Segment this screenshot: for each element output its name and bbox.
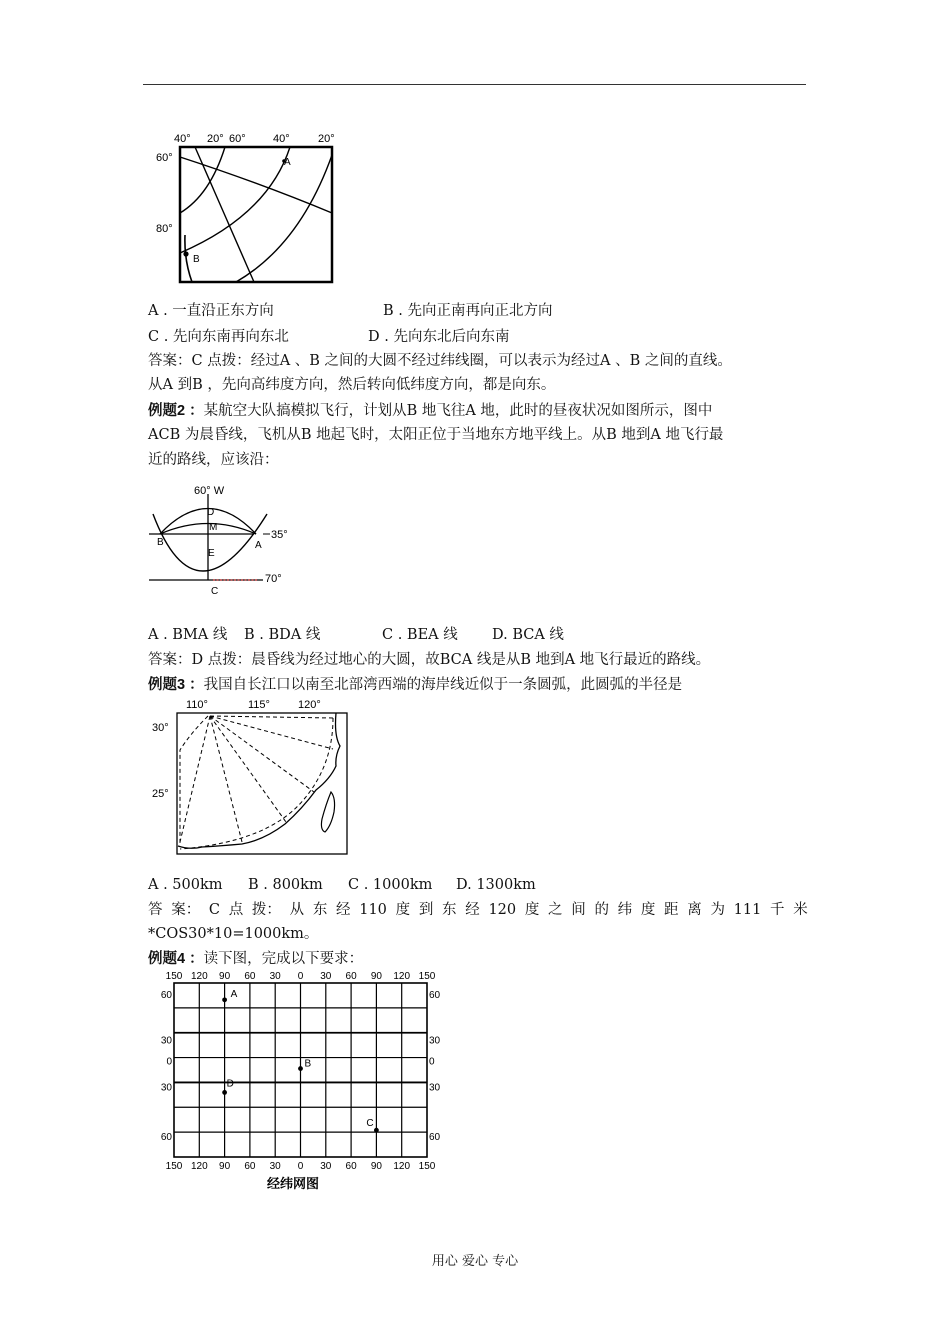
- lon-label-bottom: 120: [393, 1161, 411, 1172]
- lat-label-left: 30: [160, 1082, 172, 1094]
- q3-label: 例题3 ：: [148, 677, 204, 693]
- fig2-point-label: C: [211, 586, 219, 597]
- q2-label: 例题2 ：: [148, 403, 204, 419]
- fig2-point-label: E: [208, 548, 215, 559]
- answer-token: 离: [687, 902, 702, 918]
- q2-option-a: A . BMA 线: [148, 627, 228, 643]
- answer-token: 为: [710, 902, 725, 918]
- lat-label-right: 60: [429, 1132, 441, 1144]
- grid-point-label: A: [230, 988, 238, 1000]
- q3-text: 我国自长江口以南至北部湾西端的海岸线近似于一条圆弧，此圆弧的半径是: [203, 677, 683, 693]
- fig2-point-label: B: [157, 537, 164, 548]
- q2-text-line2: ACB 为晨昏线，飞机从B 地起飞时，太阳正位于当地东方地平线上。从B 地到A 地飞行最: [148, 427, 724, 443]
- lon-label-top: 120: [190, 972, 208, 982]
- q2-text-line1: [148, 402, 712, 420]
- q2-option-b: B . BDA 线: [244, 627, 321, 643]
- fig2-right-label: 70°: [265, 573, 282, 585]
- q3-option-d: D. 1300km: [456, 877, 536, 893]
- lat-label-right: 0: [429, 1056, 435, 1068]
- lat-label-right: 30: [429, 1082, 441, 1094]
- q3-option-b: B . 800km: [248, 877, 323, 893]
- lon-label-top: 60: [244, 972, 256, 982]
- fig3-top-label: 120°: [298, 699, 321, 711]
- lon-label-bottom: 90: [219, 1161, 231, 1172]
- answer-token: 度: [395, 902, 411, 918]
- lon-label-top: 30: [269, 972, 281, 982]
- q1-options-row2: [148, 328, 509, 346]
- answer-token: 点: [228, 902, 244, 918]
- answer-token: 度: [640, 902, 656, 918]
- answer-token: C: [208, 902, 221, 918]
- fig3-left-label: 30°: [152, 722, 169, 734]
- q4-text-line: [148, 950, 363, 968]
- answer-token: 间: [571, 902, 586, 918]
- fig2-point-label: D: [207, 507, 215, 518]
- fig2-point-label: M: [209, 522, 218, 533]
- figure-3-coastline-map: [150, 694, 350, 859]
- lat-label-left: 30: [160, 1035, 172, 1047]
- fig1-top-label: 40°: [273, 133, 290, 145]
- answer-token: 到: [418, 902, 434, 918]
- figure-2-terminator: [148, 478, 308, 600]
- q1-answer-line1: 答案：C 点拨：经过A 、B 之间的大圆不经过纬线圈，可以表示为经过A 、B 之间的直线。: [148, 353, 732, 369]
- answer-token: 东: [442, 902, 457, 918]
- grid-point-label: D: [226, 1078, 234, 1090]
- fig1-left-label: 80°: [156, 223, 173, 235]
- fig2-point-label: A: [255, 540, 262, 551]
- fig3-top-label: 115°: [248, 699, 270, 711]
- lat-label-right: 30: [429, 1035, 441, 1047]
- fig3-left-label: 25°: [152, 788, 169, 800]
- q3-option-a: A . 500km: [148, 877, 223, 893]
- fig1-top-label: 40°: [174, 133, 191, 145]
- q3-answer-line1: [148, 901, 808, 919]
- answer-token: 从: [289, 902, 305, 918]
- lat-label-left: 60: [160, 989, 172, 1001]
- answer-token: 距: [664, 902, 679, 918]
- q1-option-c: C . 先向东南再向东北: [148, 329, 289, 345]
- lon-label-bottom: 90: [370, 1161, 382, 1172]
- answer-token: 之: [548, 902, 563, 918]
- lon-label-top: 30: [320, 972, 332, 982]
- grid-point-marker: [374, 1128, 379, 1133]
- lon-label-top: 0: [297, 972, 304, 982]
- answer-token: 经: [336, 902, 351, 918]
- figure-1-graticule: [150, 125, 350, 290]
- lon-label-top: 120: [393, 972, 411, 982]
- lon-label-bottom: 150: [165, 1161, 183, 1172]
- answer-token: 120: [488, 902, 517, 918]
- q1-option-b: B . 先向正南再向正北方向: [383, 303, 553, 319]
- q2-option-c: C . BEA 线: [382, 627, 458, 643]
- q1-options-row1: [148, 302, 552, 320]
- fig4-caption: 经纬网图: [267, 1176, 320, 1191]
- q3-options: [148, 876, 536, 894]
- fig1-top-label: 20°: [318, 133, 335, 145]
- q3-text-line: [148, 676, 682, 694]
- q2-answer: 答案：D 点拨：晨昏线为经过地心的大圆，故BCA 线是从B 地到A 地飞行最近的路线。: [148, 652, 711, 668]
- lon-label-bottom: 30: [320, 1161, 332, 1172]
- lon-label-bottom: 120: [190, 1161, 208, 1172]
- answer-token: 东: [312, 902, 328, 918]
- answer-token: 答: [148, 902, 163, 918]
- fig2-top-label: 60° W: [194, 485, 225, 497]
- fig1-top-label: 60°: [229, 133, 246, 145]
- grid-point-label: B: [304, 1058, 312, 1070]
- answer-token: 经: [465, 902, 480, 918]
- answer-token: 拨：: [251, 902, 281, 918]
- q4-label: 例题4 ：: [148, 951, 204, 967]
- lat-label-right: 60: [429, 989, 441, 1001]
- q3-answer-line2: *COS30*10=1000km。: [148, 926, 319, 942]
- lat-label-left: 0: [166, 1056, 172, 1068]
- q1-answer-line2: 从A 到B ，先向高纬度方向，然后转向低纬度方向，都是向东。: [148, 377, 556, 393]
- q1-option-d: D . 先向东北后向东南: [368, 329, 510, 345]
- answer-token: 纬: [617, 902, 633, 918]
- fig1-point-label: B: [193, 254, 200, 265]
- lon-label-bottom: 0: [297, 1161, 304, 1172]
- q1-option-a: A . 一直沿正东方向: [148, 303, 274, 319]
- fig3-top-label: 110°: [186, 699, 208, 711]
- q4-text: 读下图，完成以下要求：: [203, 951, 364, 967]
- answer-token: 千: [770, 902, 785, 918]
- lon-label-bottom: 60: [345, 1161, 357, 1172]
- q2-text: 某航空大队搞模拟飞行，计划从B 地飞往A 地，此时的昼夜状况如图所示，图中: [203, 403, 713, 419]
- lon-label-bottom: 30: [269, 1161, 281, 1172]
- lon-label-top: 150: [418, 972, 436, 982]
- lon-label-bottom: 150: [418, 1161, 436, 1172]
- lon-label-top: 90: [219, 972, 231, 982]
- answer-token: 米: [793, 902, 808, 918]
- answer-token: 的: [594, 902, 609, 918]
- answer-token: 案：: [171, 902, 201, 918]
- header-rule: [143, 84, 806, 85]
- lon-label-bottom: 60: [244, 1161, 256, 1172]
- lon-label-top: 60: [345, 972, 357, 982]
- point-b-marker: [183, 251, 188, 256]
- lon-label-top: 90: [370, 972, 382, 982]
- q2-option-d: D. BCA 线: [492, 627, 564, 643]
- grid-point-marker: [222, 1090, 227, 1095]
- page-footer: 用心 爱心 专心: [431, 1254, 519, 1269]
- q2-options: [148, 626, 564, 644]
- lat-label-left: 60: [160, 1132, 172, 1144]
- answer-token: 度: [524, 902, 540, 918]
- fig1-left-label: 60°: [156, 152, 173, 164]
- figure-4-graticule-grid: [150, 972, 450, 1197]
- q3-option-c: C . 1000km: [348, 877, 433, 893]
- fig1-point-label: A: [284, 157, 291, 168]
- answer-token: 111: [733, 902, 762, 918]
- lon-label-top: 150: [165, 972, 183, 982]
- grid-point-marker: [298, 1066, 303, 1071]
- q2-text-line3: 近的路线，应该沿：: [148, 452, 279, 468]
- fig1-top-label: 20°: [207, 133, 224, 145]
- fig2-right-label: 35°: [271, 529, 288, 541]
- grid-point-label: C: [366, 1118, 374, 1130]
- grid-point-marker: [222, 997, 227, 1002]
- answer-token: 110: [359, 902, 387, 918]
